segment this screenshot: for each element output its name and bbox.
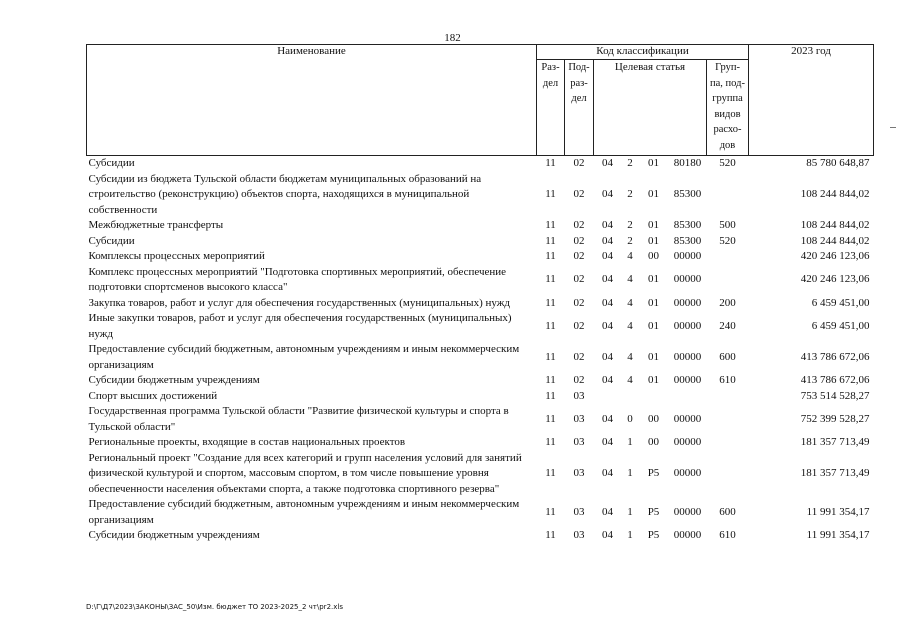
- row-subsection: 02: [573, 350, 585, 363]
- header-subsection-line: раз-: [570, 77, 588, 89]
- row-amount: 420 246 123,06: [800, 250, 870, 262]
- row-target-direction: 85300: [673, 219, 702, 231]
- row-amount: 413 786 672,06: [800, 374, 870, 386]
- header-group-line: видов: [714, 108, 741, 120]
- row-section: 11: [545, 234, 556, 247]
- table-row: [87, 249, 874, 265]
- row-expense-type: 520: [719, 234, 736, 247]
- row-subsection: 02: [573, 319, 585, 332]
- row-amount: 11 991 354,17: [806, 529, 870, 541]
- row-amount: 6 459 451,00: [811, 296, 870, 309]
- row-name: Комплексы процессных мероприятий: [88, 250, 265, 262]
- row-expense-type: 500: [719, 219, 736, 231]
- table-row: [87, 156, 874, 172]
- table-row: [87, 218, 874, 234]
- table-row: [87, 265, 874, 296]
- row-target-subprogram: [622, 389, 639, 405]
- row-target-event: 01: [648, 157, 659, 169]
- row-name: Субсидии: [88, 234, 135, 247]
- header-group-line: группа: [712, 93, 743, 104]
- row-target-subprogram: 4: [627, 374, 633, 386]
- row-target-event: 00: [648, 250, 659, 262]
- page-number: 182: [444, 32, 461, 44]
- row-section: 11: [545, 273, 556, 286]
- row-target-program: 04: [602, 273, 613, 286]
- row-target-event: 01: [648, 319, 659, 332]
- row-target-subprogram: 0: [627, 412, 633, 425]
- row-target-program: 04: [602, 350, 613, 363]
- row-target-event: P5: [647, 505, 660, 518]
- header-subsection-line: дел: [571, 93, 587, 104]
- table-row: [87, 404, 874, 435]
- row-target-subprogram: 2: [627, 219, 633, 231]
- row-expense-type: 240: [719, 319, 736, 332]
- row-name: Субсидии бюджетным учреждениям: [88, 529, 260, 541]
- row-amount: 108 244 844,02: [800, 219, 870, 231]
- header-section-line: Раз-: [541, 62, 560, 73]
- row-target-event: 01: [648, 273, 659, 286]
- row-amount: 11 991 354,17: [806, 505, 870, 518]
- row-target-direction: 00000: [673, 296, 702, 309]
- row-target-direction: 00000: [673, 273, 702, 286]
- row-target-subprogram: 4: [627, 250, 633, 262]
- row-name: Предоставление субсидий бюджетным, автономным учреждениям и иным некоммерческим организациям: [88, 343, 520, 371]
- table-row: [87, 435, 874, 451]
- row-target-subprogram: 2: [627, 188, 633, 200]
- row-name: Субсидии: [88, 157, 135, 169]
- header-expense-group: [707, 60, 749, 156]
- row-name: Предоставление субсидий бюджетным, автономным учреждениям и иным некоммерческим организациям: [88, 498, 520, 526]
- row-expense-type: [707, 404, 749, 435]
- row-amount: 6 459 451,00: [811, 319, 870, 332]
- row-target-event: 01: [648, 234, 659, 247]
- row-target-event: 01: [648, 188, 659, 200]
- row-target-program: 04: [602, 467, 613, 479]
- row-target-direction: 00000: [673, 529, 702, 541]
- row-expense-type: [707, 389, 749, 405]
- row-target-program: 04: [602, 188, 613, 200]
- row-name: Региональный проект "Создание для всех категорий и групп населения условий для занятий физической культурой и спортом, массовым спортом, в том числе повышение уровня обеспеченности населения объектами спорта, а также подготовка спортивного резерва": [88, 451, 522, 495]
- row-subsection: 03: [573, 436, 585, 448]
- header-group-line: дов: [719, 139, 736, 151]
- row-target-subprogram: 4: [627, 350, 633, 363]
- row-target-subprogram: 2: [627, 157, 633, 169]
- row-section: 11: [545, 374, 556, 386]
- row-target-subprogram: 4: [627, 319, 633, 332]
- header-group-line: Груп-: [715, 62, 740, 73]
- row-target-program: 04: [602, 374, 613, 386]
- row-target-program: 04: [602, 436, 613, 448]
- row-amount: 181 357 713,49: [800, 436, 870, 448]
- row-target-event: [639, 389, 669, 405]
- margin-mark: [890, 127, 896, 128]
- row-target-subprogram: 4: [627, 273, 633, 286]
- row-target-direction: 00000: [673, 374, 702, 386]
- header-group-line: па, под-: [710, 77, 745, 89]
- table-body: [87, 156, 874, 544]
- table-row: [87, 234, 874, 250]
- row-section: 11: [545, 157, 556, 169]
- row-section: 11: [545, 412, 556, 425]
- table-row: [87, 528, 874, 544]
- row-expense-type: [707, 451, 749, 498]
- row-amount: 108 244 844,02: [800, 234, 870, 247]
- row-subsection: 03: [573, 389, 585, 402]
- row-target-program: 04: [602, 234, 613, 247]
- file-path-footer: D:\Г\Д7\2023\ЗАКОНЫ\ЗАС_50\Изм. бюджет ТО 2023-2025_2 чт\pr2.xls: [86, 603, 343, 611]
- row-section: 11: [545, 467, 556, 479]
- row-target-event: 01: [648, 374, 659, 386]
- row-target-event: 01: [648, 350, 659, 363]
- row-subsection: 03: [573, 505, 585, 518]
- row-target-direction: 00000: [673, 319, 702, 332]
- row-target-program: 04: [602, 319, 613, 332]
- row-subsection: 02: [573, 374, 585, 386]
- row-subsection: 03: [573, 412, 585, 425]
- row-target-direction: 00000: [673, 412, 702, 425]
- row-subsection: 03: [573, 467, 585, 479]
- header-target-article: Целевая статья: [594, 60, 707, 156]
- row-section: 11: [545, 219, 556, 231]
- row-target-program: 04: [602, 529, 613, 541]
- row-amount: 753 514 528,27: [800, 389, 870, 402]
- table-row: [87, 373, 874, 389]
- row-subsection: 02: [573, 250, 585, 262]
- row-target-program: 04: [602, 250, 613, 262]
- row-target-direction: 00000: [673, 350, 702, 363]
- row-target-direction: 85300: [673, 188, 702, 200]
- row-target-event: P5: [647, 529, 660, 541]
- row-target-program: 04: [602, 157, 613, 169]
- row-expense-type: [707, 265, 749, 296]
- row-target-direction: 00000: [673, 250, 702, 262]
- row-subsection: 03: [573, 529, 585, 541]
- table-row: [87, 451, 874, 498]
- header-code-group: Код классификации: [537, 45, 749, 60]
- row-subsection: 02: [573, 157, 585, 169]
- row-expense-type: [707, 435, 749, 451]
- row-name: Субсидии из бюджета Тульской области бюджетам муниципальных образований на строительство (реконструкцию) объектов спорта, находящихся в муниципальной собственности: [88, 172, 482, 216]
- row-expense-type: 610: [719, 529, 736, 541]
- row-target-program: 04: [602, 505, 613, 518]
- row-name: Иные закупки товаров, работ и услуг для обеспечения государственных (муниципальных) нужд: [88, 312, 512, 340]
- row-subsection: 02: [573, 296, 585, 309]
- row-name: Региональные проекты, входящие в состав национальных проектов: [88, 436, 406, 448]
- header-section-line: дел: [542, 77, 559, 89]
- row-target-direction: [669, 389, 707, 405]
- table-row: [87, 296, 874, 312]
- header-section: [537, 60, 565, 156]
- header-group-line: расхо-: [713, 124, 742, 135]
- row-expense-type: 520: [719, 157, 736, 169]
- row-target-subprogram: 2: [627, 234, 633, 247]
- row-section: 11: [545, 350, 556, 363]
- row-target-program: 04: [602, 412, 613, 425]
- row-section: 11: [545, 296, 556, 309]
- row-expense-type: 200: [719, 296, 736, 309]
- row-expense-type: 610: [719, 374, 736, 386]
- row-section: 11: [545, 505, 556, 518]
- budget-table: [86, 44, 874, 544]
- row-section: 11: [545, 188, 556, 200]
- row-target-event: 00: [648, 412, 659, 425]
- table-row: [87, 497, 874, 528]
- row-name: Государственная программа Тульской области "Развитие физической культуры и спорта в Тульской области": [88, 405, 509, 433]
- row-amount: 420 246 123,06: [800, 273, 870, 286]
- row-target-event: 01: [648, 296, 659, 309]
- row-subsection: 02: [573, 219, 585, 231]
- row-target-event: P5: [647, 467, 660, 479]
- header-name: Наименование: [87, 45, 537, 156]
- row-target-event: 01: [648, 219, 659, 231]
- row-expense-type: 600: [719, 505, 736, 518]
- row-section: 11: [545, 436, 556, 448]
- row-target-direction: 00000: [673, 467, 702, 479]
- row-target-subprogram: 4: [627, 296, 633, 309]
- row-subsection: 02: [573, 234, 585, 247]
- row-name: Межбюджетные трансферты: [88, 219, 224, 231]
- row-name: Комплекс процессных мероприятий "Подготовка спортивных мероприятий, обеспечение подготовки спортсменов высокого класса": [88, 265, 507, 293]
- table-row: [87, 172, 874, 219]
- row-target-direction: 00000: [673, 505, 702, 518]
- header-year: 2023 год: [749, 45, 874, 156]
- row-expense-type: [707, 249, 749, 265]
- row-target-subprogram: 1: [627, 505, 633, 518]
- row-amount: 413 786 672,06: [800, 350, 870, 363]
- row-amount: 85 780 648,87: [806, 157, 870, 169]
- row-amount: 108 244 844,02: [800, 188, 870, 200]
- row-section: 11: [545, 319, 556, 332]
- row-subsection: 02: [573, 273, 585, 286]
- row-section: 11: [545, 250, 556, 262]
- row-name: Закупка товаров, работ и услуг для обеспечения государственных (муниципальных) нужд: [88, 296, 510, 309]
- row-target-event: 00: [648, 436, 659, 448]
- row-amount: 181 357 713,49: [800, 467, 870, 479]
- row-expense-type: [707, 172, 749, 219]
- row-name: Спорт высших достижений: [88, 389, 218, 402]
- row-subsection: 02: [573, 188, 585, 200]
- row-target-subprogram: 1: [627, 467, 633, 479]
- row-section: 11: [545, 529, 556, 541]
- row-target-program: [594, 389, 622, 405]
- table-row: [87, 342, 874, 373]
- header-subsection-line: Под-: [568, 62, 590, 73]
- row-target-subprogram: 1: [627, 529, 633, 541]
- row-target-subprogram: 1: [627, 436, 633, 448]
- row-expense-type: 600: [719, 350, 736, 363]
- row-target-direction: 80180: [673, 157, 702, 169]
- row-name: Субсидии бюджетным учреждениям: [88, 374, 260, 386]
- row-target-direction: 85300: [673, 234, 702, 247]
- row-section: 11: [545, 389, 556, 402]
- header-subsection: [565, 60, 594, 156]
- table-row: [87, 311, 874, 342]
- row-amount: 752 399 528,27: [800, 412, 870, 425]
- table-row: [87, 389, 874, 405]
- row-target-program: 04: [602, 296, 613, 309]
- row-target-direction: 00000: [673, 436, 702, 448]
- row-target-program: 04: [602, 219, 613, 231]
